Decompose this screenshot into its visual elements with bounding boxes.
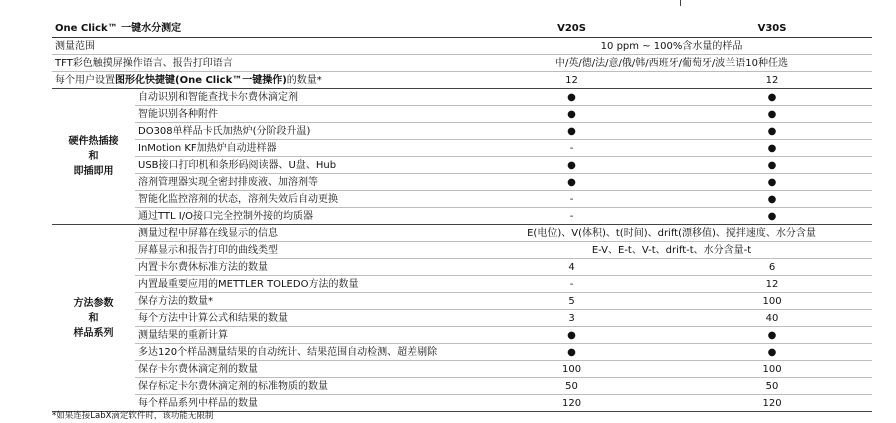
row-label: InMotion KF加热炉自动进样器 — [135, 140, 471, 157]
table-row — [52, 259, 872, 276]
v30s-value: ● — [672, 140, 872, 157]
v30s-value: ● — [672, 106, 872, 123]
row-label: 智能化监控溶剂的状态，溶剂失效后自动更换 — [135, 191, 471, 208]
column-header-v20s: V20S — [471, 20, 672, 38]
v30s-value: 6 — [672, 259, 872, 276]
table-row — [52, 344, 872, 361]
table-row — [52, 72, 872, 89]
v30s-value: ● — [672, 191, 872, 208]
table-row — [52, 293, 872, 310]
group-label-method — [52, 225, 135, 412]
v30s-value: 120 — [672, 395, 872, 412]
group-label-hardware — [52, 89, 135, 225]
row-shared-value: E-V、E-t、V-t、drift-t、水分含量-t — [471, 242, 872, 259]
v20s-value: 4 — [471, 259, 672, 276]
row-label: 多达120个样品测量结果的自动统计、结果范围自动检测、超差剔除 — [135, 344, 471, 361]
v30s-value: 40 — [672, 310, 872, 327]
table-header-row — [52, 20, 872, 38]
row-label: TFT彩色触摸屏操作语言、报告打印语言 — [52, 55, 471, 72]
table-row — [52, 225, 872, 242]
row-label: 保存卡尔费休滴定剂的数量 — [135, 361, 471, 378]
v30s-value: ● — [672, 344, 872, 361]
row-label: 溶剂管理器实现全密封排废液、加溶剂等 — [135, 174, 471, 191]
v30s-value: ● — [672, 89, 872, 106]
row-shared-value: E(电位)、V(体积)、t(时间)、drift(漂移值)、搅拌速度、水分含量 — [471, 225, 872, 242]
v30s-value: ● — [672, 157, 872, 174]
v20s-value: ● — [471, 157, 672, 174]
table-row — [52, 327, 872, 344]
v30s-value: 100 — [672, 293, 872, 310]
table-row — [52, 38, 872, 55]
row-label: 智能识别各种附件 — [135, 106, 471, 123]
v20s-value: 100 — [471, 361, 672, 378]
group-title-line: 和 — [88, 151, 99, 162]
table-row — [52, 378, 872, 395]
table-row — [52, 89, 872, 106]
table-row — [52, 157, 872, 174]
table-row — [52, 310, 872, 327]
row-shared-value: 中/英/德/法/意/俄/韩/西班牙/葡萄牙/波兰语10种任选 — [471, 55, 872, 72]
row-label: 每个方法中计算公式和结果的数量 — [135, 310, 471, 327]
v20s-value: ● — [471, 174, 672, 191]
v20s-value: ● — [471, 344, 672, 361]
row-label: 保存标定卡尔费休滴定剂的标准物质的数量 — [135, 378, 471, 395]
group-title-line: 样品系列 — [73, 327, 114, 339]
row-label: 内置卡尔费休标准方法的数量 — [135, 259, 471, 276]
v20s-value: ● — [471, 89, 672, 106]
row-label: DO308单样品卡氏加热炉(分阶段升温) — [135, 123, 471, 140]
top-tick-mark — [680, 0, 681, 6]
v20s-value: 3 — [471, 310, 672, 327]
v20s-value: 5 — [471, 293, 672, 310]
v20s-value: - — [471, 140, 672, 157]
table-row — [52, 106, 872, 123]
table-title: One Click™ 一键水分测定 — [52, 20, 471, 38]
row-label: 自动识别和智能查找卡尔费休滴定剂 — [135, 89, 471, 106]
group-title-line: 和 — [88, 312, 99, 324]
v20s-value: - — [471, 208, 672, 225]
v20s-value: 12 — [471, 72, 672, 89]
row-label-post: 的数量* — [286, 74, 322, 86]
group-title-line: 方法参数 — [73, 297, 114, 309]
v30s-value: ● — [672, 174, 872, 191]
v30s-value: ● — [672, 208, 872, 225]
row-shared-value: 10 ppm ~ 100%含水量的样品 — [471, 38, 872, 55]
row-label: 测量过程中屏幕在线显示的信息 — [135, 225, 471, 242]
table-row — [52, 174, 872, 191]
v20s-value: ● — [471, 123, 672, 140]
v20s-value: - — [471, 276, 672, 293]
row-label: 内置最重要应用的METTLER TOLEDO方法的数量 — [135, 276, 471, 293]
row-label: 通过TTL I/O接口完全控制外接的均质器 — [135, 208, 471, 225]
v20s-value: ● — [471, 106, 672, 123]
row-label: 测量结果的重新计算 — [135, 327, 471, 344]
table-row — [52, 276, 872, 293]
column-header-v30s: V30S — [672, 20, 872, 38]
table-row — [52, 242, 872, 259]
v20s-value: ● — [471, 327, 672, 344]
v30s-value: ● — [672, 327, 872, 344]
v20s-value: 120 — [471, 395, 672, 412]
v30s-value: 100 — [672, 361, 872, 378]
row-label: 保存方法的数量* — [135, 293, 471, 310]
spec-table — [52, 20, 872, 412]
v30s-value: ● — [672, 123, 872, 140]
group-title-line: 即插即用 — [73, 166, 114, 177]
row-label: 测量范围 — [52, 38, 471, 55]
table-row — [52, 191, 872, 208]
v30s-value: 50 — [672, 378, 872, 395]
group-title-line: 硬件热插接 — [68, 136, 119, 147]
v20s-value: - — [471, 191, 672, 208]
footnote: *如果连接LabX滴定软件时，该功能无限制 — [52, 411, 214, 421]
table-row — [52, 208, 872, 225]
table-row — [52, 123, 872, 140]
table-row — [52, 55, 872, 72]
row-label: 屏幕显示和报告打印的曲线类型 — [135, 242, 471, 259]
v30s-value: 12 — [672, 72, 872, 89]
v20s-value: 50 — [471, 378, 672, 395]
row-label: 每个样品系列中样品的数量 — [135, 395, 471, 412]
table-row — [52, 140, 872, 157]
table-row — [52, 361, 872, 378]
row-label-bold: 图形化快捷键(One Click™一键操作) — [115, 74, 287, 86]
row-label-pre: 每个用户设置 — [55, 74, 115, 86]
row-label — [52, 72, 471, 89]
row-label: USB接口打印机和条形码阅读器、U盘、Hub — [135, 157, 471, 174]
v30s-value: 12 — [672, 276, 872, 293]
